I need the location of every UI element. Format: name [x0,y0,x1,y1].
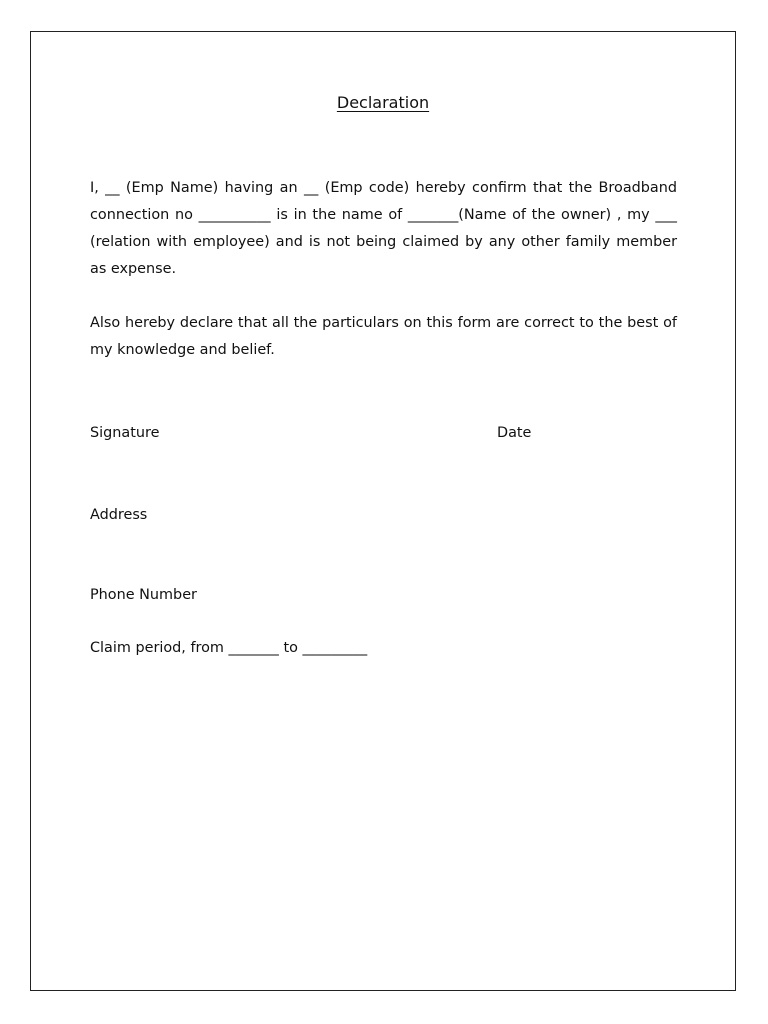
belief-paragraph: Also hereby declare that all the particulars on this form are correct to the best of my knowledge and belief. [90,315,677,358]
declaration-paragraph: I, __ (Emp Name) having an __ (Emp code) hereby confirm that the Broadband connection no __________ is in the name of _______(Name of the owner) , my ___ (relation with employee) and is not being claimed by any other family member as expense. [90,180,677,277]
claim-period-label: Claim period, from _______ to _________ [90,640,368,656]
document-title: Declaration [336,93,430,112]
document-page [30,31,736,991]
address-label: Address [90,507,148,523]
date-label: Date [497,425,532,441]
signature-label: Signature [90,425,160,441]
phone-number-label: Phone Number [90,587,197,603]
